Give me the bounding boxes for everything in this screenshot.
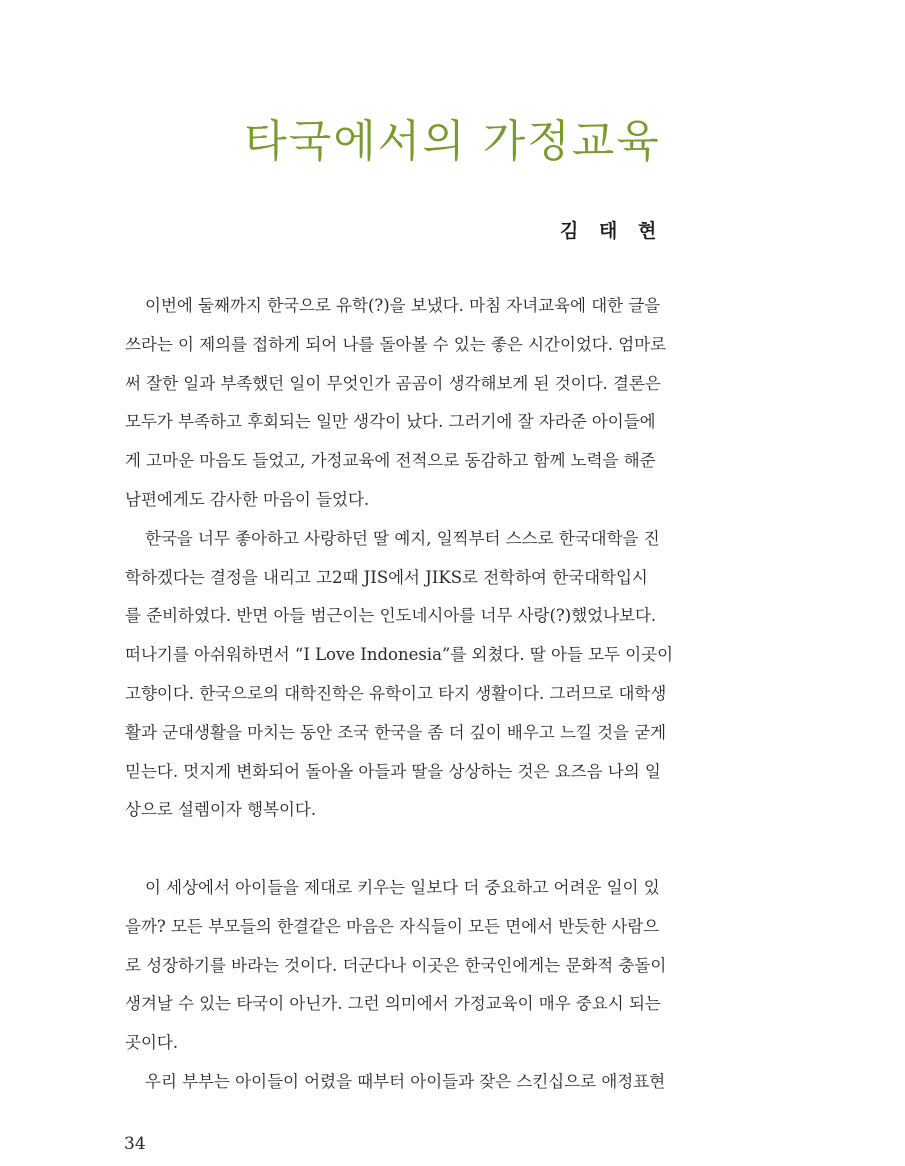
text-line: 로 성장하기를 바라는 것이다. 더군다나 이곳은 한국인에게는 문화적 충돌이 xyxy=(125,955,667,975)
paragraph-1 xyxy=(125,287,735,520)
text-line: 남편에게도 감사한 마음이 들었다. xyxy=(125,489,370,509)
page-title: 타국에서의 가정교육 xyxy=(244,116,661,167)
text-line: 활과 군대생활을 마치는 동안 조국 한국을 좀 더 깊이 배우고 느낄 것을 굳게 xyxy=(125,722,667,742)
text-line: 이 세상에서 아이들을 제대로 키우는 일보다 더 중요하고 어려운 일이 있 xyxy=(145,877,660,897)
text-line: 모두가 부족하고 후회되는 일만 생각이 났다. 그러기에 잘 자라준 아이들에 xyxy=(125,412,656,432)
paragraph-4 xyxy=(125,1063,735,1102)
article-body xyxy=(125,287,735,1102)
text-line: 를 준비하였다. 반면 아들 범근이는 인도네시아를 너무 사랑(?)했었나보다. xyxy=(125,606,657,626)
text-line: 믿는다. 멋지게 변화되어 돌아올 아들과 딸을 상상하는 것은 요즈음 나의 일 xyxy=(125,761,661,781)
text-line: 고향이다. 한국으로의 대학진학은 유학이고 타지 생활이다. 그러므로 대학생 xyxy=(125,683,667,703)
text-line: 게 고마운 마음도 들었고, 가정교육에 전적으로 동감하고 함께 노력을 해준 xyxy=(125,451,656,471)
paragraph-3 xyxy=(125,869,735,1063)
author-name: 김 태 현 xyxy=(560,220,664,242)
text-line: 한국을 너무 좋아하고 사랑하던 딸 예지, 일찍부터 스스로 한국대학을 진 xyxy=(145,528,660,548)
section-break xyxy=(125,830,735,869)
page-number: 34 xyxy=(124,1134,146,1154)
text-line: 우리 부부는 아이들이 어렸을 때부터 아이들과 잦은 스킨십으로 애정표현 xyxy=(145,1071,666,1091)
text-line: 생겨날 수 있는 타국이 아닌가. 그런 의미에서 가정교육이 매우 중요시 되는 xyxy=(125,994,661,1014)
text-line: 을까? 모든 부모들의 한결같은 마음은 자식들이 모든 면에서 반듯한 사람으 xyxy=(125,916,660,936)
text-line: 이번에 둘째까지 한국으로 유학(?)을 보냈다. 마침 자녀교육에 대한 글을 xyxy=(145,296,661,315)
text-line: 쓰라는 이 제의를 접하게 되어 나를 돌아볼 수 있는 좋은 시간이었다. 엄마로 xyxy=(125,334,667,354)
text-line: 떠나기를 아쉬워하면서 “I Love Indonesia”를 외쳤다. 딸 아들 모두 이곳이 xyxy=(125,645,674,665)
text-line: 상으로 설렘이자 행복이다. xyxy=(125,800,317,820)
paragraph-2 xyxy=(125,520,735,830)
text-line: 써 잘한 일과 부족했던 일이 무엇인가 곰곰이 생각해보게 된 것이다. 결론은 xyxy=(125,373,661,393)
text-line: 곳이다. xyxy=(125,1033,179,1053)
text-line: 학하겠다는 결정을 내리고 고2때 JIS에서 JIKS로 전학하여 한국대학입시 xyxy=(125,567,648,587)
